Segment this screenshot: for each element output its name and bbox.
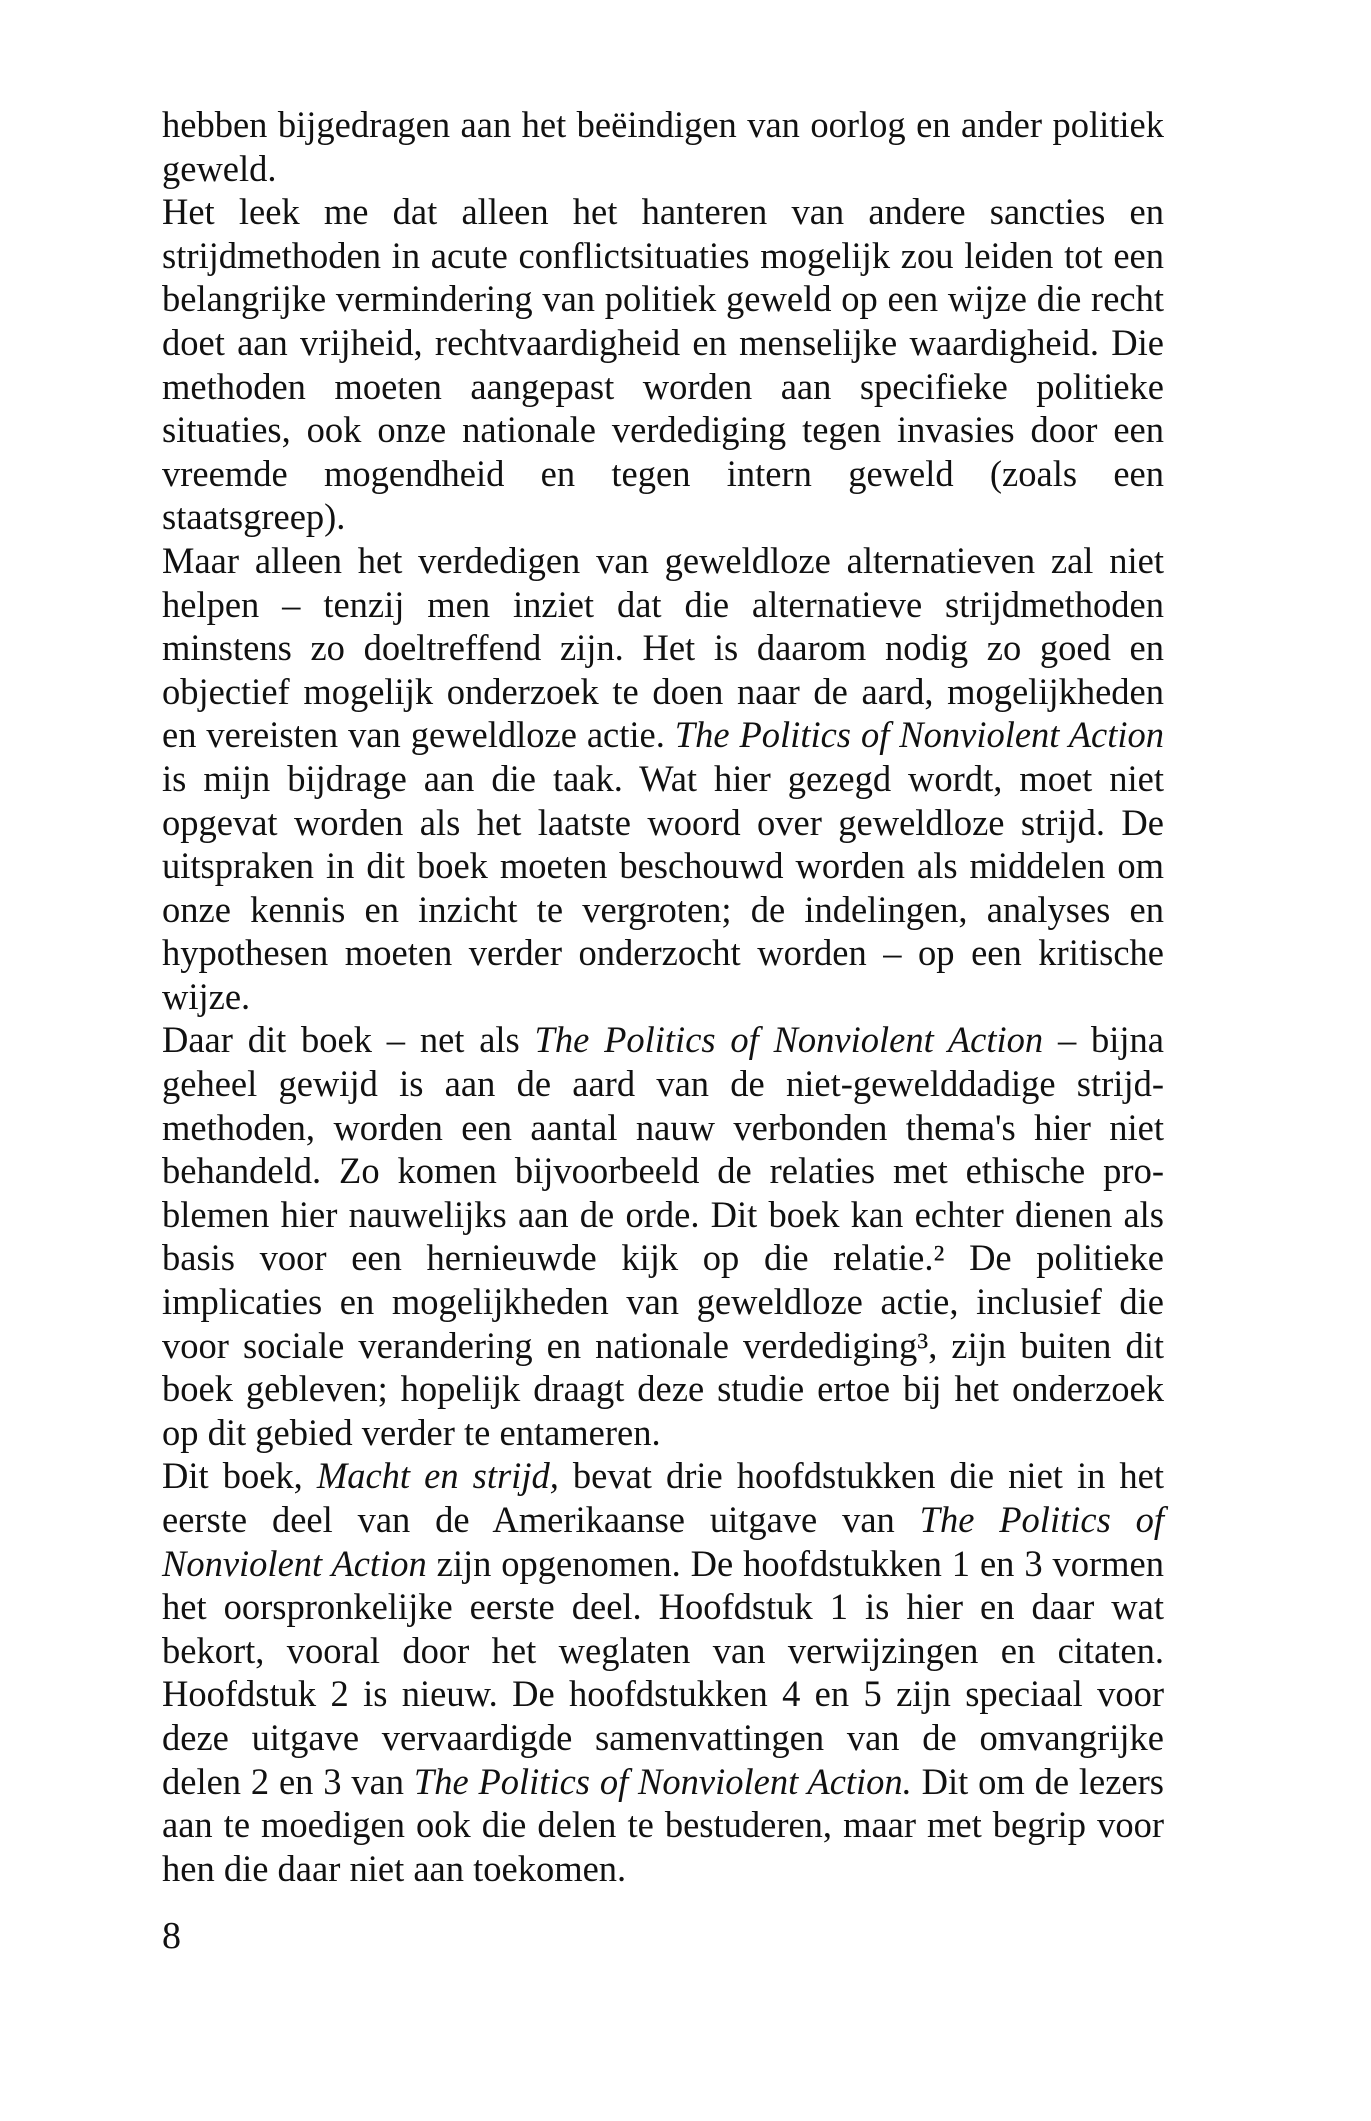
paragraph [162, 1018, 1164, 1454]
text-segment: hebben bijgedragen aan het beëindigen van oorlog en ander politiek geweld. [162, 104, 1164, 189]
text-segment: Daar dit boek – net als [162, 1019, 535, 1061]
paragraph [162, 103, 1164, 190]
text-segment: Het leek me dat alleen het hanteren van andere sancties en strijdmethoden in acute conflictsituaties mogelijk zou leiden tot een belangrijke vermindering van politiek geweld op een wijze die recht doet aan vrijheid, rechtvaardigheid en menselijke waardigheid. Die methoden moeten aangepast worden aan specifieke politieke situaties, ook onze nationale verdediging tegen invasies door een vreemde mogendheid en tegen intern geweld (zoals een staatsgreep). [162, 191, 1164, 538]
paragraph [162, 539, 1164, 1019]
page-number: 8 [162, 1915, 181, 1957]
text-segment: Dit om de lezers aan te moedigen ook die delen te bestuderen, maar met begrip voor hen die daar niet aan toekomen. [162, 1760, 1164, 1889]
text-segment: Dit boek, [162, 1455, 317, 1497]
text-segment: – bijna geheel gewijd is aan de aard van de niet-gewelddadige strijdmethoden, worden een aantal nauw verbonden thema's hier niet behandeld. Zo komen bijvoorbeeld de relaties met ethische problemen hier nauwelijks aan de orde. Dit boek kan echter dienen als basis voor een hernieuwde kijk op die relatie.² De politieke implicaties en mogelijkheden van geweldloze actie, inclusief die voor sociale verandering en nationale verdediging³, zijn buiten dit boek gebleven; hopelijk draagt deze studie ertoe bij het onderzoek op dit gebied verder te entameren. [162, 1019, 1164, 1453]
text-segment: bevat drie hoofdstukken die niet in het eerste deel van de Amerikaanse uitgave van [162, 1455, 1165, 1540]
text-segment: zijn opgenomen. De hoofdstukken 1 en 3 vormen het oorspronkelijke eerste deel. Hoofdstuk 1 is hier en daar wat bekort, vooral door het weglaten van verwijzingen en citaten. Hoofdstuk 2 is nieuw. De hoofdstukken 4 en 5 zijn speciaal voor deze uitgave vervaardigde samenvattingen van de omvangrijke delen 2 en 3 van [162, 1542, 1164, 1802]
body-text [162, 103, 1164, 1890]
paragraph [162, 1454, 1164, 1890]
book-title: Macht en strijd, [316, 1455, 559, 1497]
text-segment: is mijn bijdrage aan die taak. Wat hier gezegd wordt, moet niet opgevat worden als het laatste woord over geweldloze strijd. De uitspraken in dit boek moeten beschouwd worden als middelen om onze kennis en inzicht te vergroten; de indelingen, analyses en hypothesen moeten verder onderzocht worden – op een kritische wijze. [162, 757, 1164, 1017]
book-title: The Politics of Nonviolent Action [534, 1019, 1044, 1061]
paragraph [162, 190, 1164, 539]
book-title: The Politics of Nonviolent Action [162, 1499, 1165, 1584]
book-title: The Politics of Nonviolent Action [674, 714, 1164, 756]
text-segment: Maar alleen het verdedigen van geweldloze alternatieven zal niet helpen – tenzij men inziet dat die alternatieve strijdmethoden minstens zo doeltreffend zijn. Het is daarom nodig zo goed en objectief mogelijk onderzoek te doen naar de aard, mogelijkheden en vereisten van geweldloze actie. [162, 539, 1164, 756]
book-title: The Politics of Nonviolent Action. [413, 1760, 912, 1802]
